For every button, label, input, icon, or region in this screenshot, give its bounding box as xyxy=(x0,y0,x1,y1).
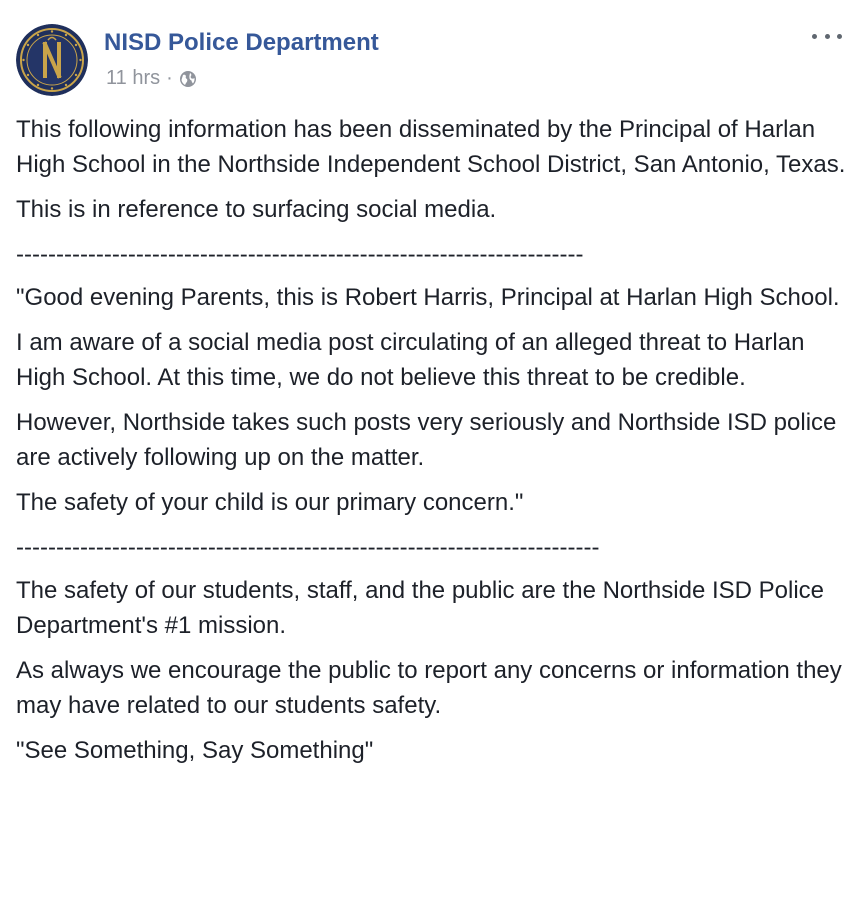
post-paragraph: However, Northside takes such posts very seriously and Northside ISD police are actively following up on the matter. xyxy=(16,409,837,471)
nisd-police-seal-icon xyxy=(16,24,88,96)
avatar[interactable] xyxy=(16,24,88,96)
post-paragraph: "Good evening Parents, this is Robert Harris, Principal at Harlan High School. xyxy=(16,284,840,311)
post-divider: ------------------------------------------------------------------------- xyxy=(16,534,600,561)
post-paragraph: "See Something, Say Something" xyxy=(16,737,374,764)
post-paragraph: The safety of your child is our primary concern." xyxy=(16,489,524,516)
post-paragraph: This following information has been disseminated by the Principal of Harlan High School in the Northside Independent School District, San Antonio, Texas. xyxy=(16,116,846,178)
post-paragraph: As always we encourage the public to report any concerns or information they may have related to our students safety. xyxy=(16,657,842,719)
globe-icon[interactable] xyxy=(179,70,197,88)
post-paragraph: I am aware of a social media post circulating of an alleged threat to Harlan High School. At this time, we do not believe this threat to be credible. xyxy=(16,329,805,391)
more-options-icon[interactable] xyxy=(812,26,842,46)
post-body xyxy=(16,112,846,778)
page-name-link[interactable]: NISD Police Department xyxy=(104,29,379,56)
post-paragraph: This is in reference to surfacing social media. xyxy=(16,196,497,223)
post-meta xyxy=(106,67,197,90)
post-divider: ----------------------------------------------------------------------- xyxy=(16,241,584,268)
post-paragraph: The safety of our students, staff, and the public are the Northside ISD Police Department's #1 mission. xyxy=(16,577,825,639)
post-header xyxy=(16,24,842,96)
meta-separator: · xyxy=(166,67,173,89)
post-timestamp[interactable]: 11 hrs xyxy=(106,67,161,89)
